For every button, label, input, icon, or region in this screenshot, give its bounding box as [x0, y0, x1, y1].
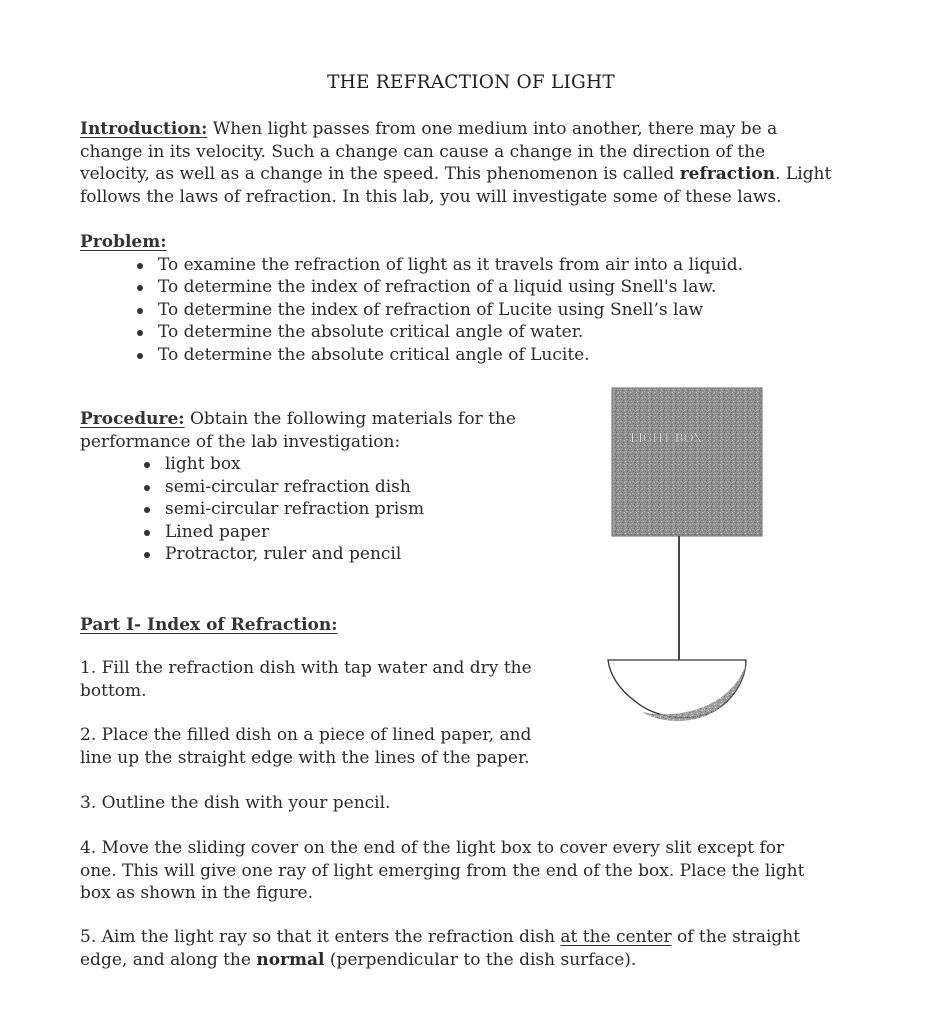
dish-shading [642, 664, 746, 721]
part1-heading: Part I- Index of Refraction: [80, 615, 338, 635]
problem-heading: Problem: [80, 232, 167, 252]
page-title: THE REFRACTION OF LIGHT [327, 72, 615, 93]
list-item: To examine the refraction of light as it travels from air into a liquid. [158, 254, 840, 277]
step-5 [80, 926, 820, 971]
light-box-label: LIGHT BOX [630, 431, 702, 445]
list-item: semi-circular refraction dish [165, 476, 540, 499]
procedure-heading: Procedure: [80, 409, 185, 429]
step-5-text-b: of the straight edge, and along the [80, 927, 801, 970]
refraction-dish [608, 660, 746, 717]
step-4: 4. Move the sliding cover on the end of the light box to cover every slit except for one. This will give one ray of light emerging from the end of the box. Place the light box as shown in the figure. [80, 838, 805, 903]
problem-section [80, 231, 840, 366]
list-item: To determine the index of refraction of Lucite using Snell’s law [158, 299, 840, 322]
step-5-bold: normal [256, 949, 325, 970]
step-3: 3. Outline the dish with your pencil. [80, 793, 391, 813]
problem-list [80, 254, 840, 367]
procedure-section [80, 408, 540, 566]
step-2: 2. Place the filled dish on a piece of lined paper, and line up the straight edge with the lines of the paper. [80, 725, 532, 768]
introduction-text-1: When light passes from one medium into another, there may be a change in its velocity. Such a change can cause a change in the direction of the velocity, as well as a change in the speed. This phenomenon is called [80, 119, 778, 184]
procedure-text: Obtain the following materials for the performance of the lab investigation: [80, 409, 516, 452]
materials-list [80, 453, 540, 566]
list-item: semi-circular refraction prism [165, 498, 540, 521]
list-item: Protractor, ruler and pencil [165, 543, 540, 566]
step-5-underlined: at the center [560, 927, 672, 947]
list-item: Lined paper [165, 521, 540, 544]
step-5-text-a: 5. Aim the light ray so that it enters the refraction dish [80, 927, 561, 947]
step-5-text-c: (perpendicular to the dish surface). [324, 949, 637, 970]
introduction-bold-term: refraction [679, 164, 776, 184]
list-item: light box [165, 453, 540, 476]
light-box-figure [600, 380, 770, 730]
list-item: To determine the index of refraction of a liquid using Snell's law. [158, 276, 840, 299]
list-item: To determine the absolute critical angle of water. [158, 321, 840, 344]
part1-section [80, 614, 580, 637]
introduction-heading: Introduction: [80, 119, 208, 139]
introduction-text-2: . Light follows the laws of refraction. In this lab, you will investigate some of these laws. [80, 164, 832, 207]
step-1: 1. Fill the refraction dish with tap water and dry the bottom. [80, 658, 532, 701]
list-item: To determine the absolute critical angle of Lucite. [158, 344, 840, 367]
introduction-section [80, 118, 840, 208]
